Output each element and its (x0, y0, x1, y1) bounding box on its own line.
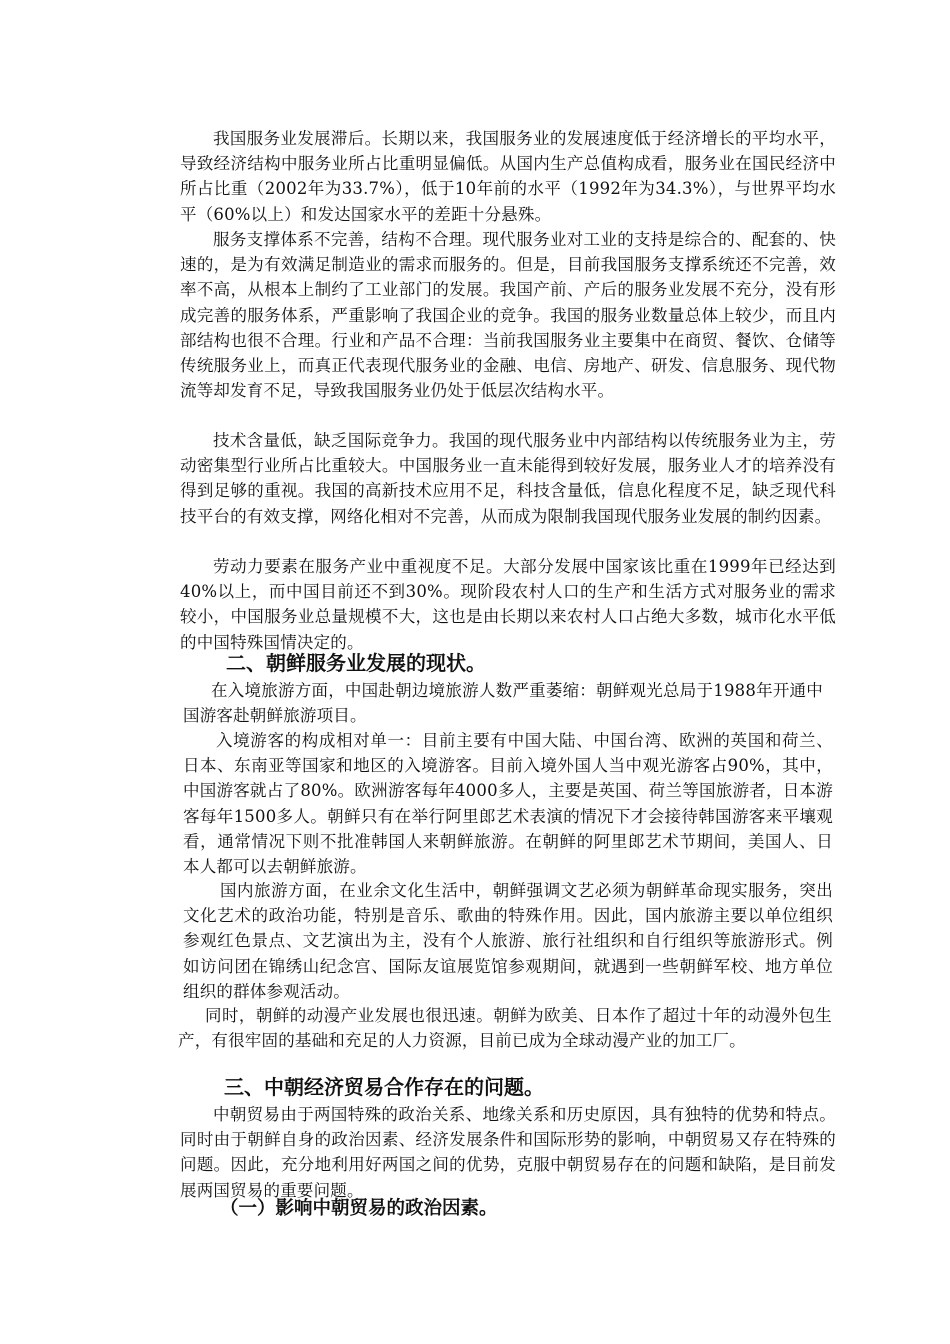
paragraph-tourist-composition: 入境游客的构成相对单一：目前主要有中国大陆、中国台湾、欧洲的英国和荷兰、日本、东南亚等国家和地区的入境游客。目前入境外国人当中观光游客占90%，其中，中国游客就占了80%。欧洲游客每年4000多人，主要是英国、荷兰等国旅游者，日本游客每年1500多人。朝鲜只有在举行阿里郎艺术表演的情况下才会接待韩国游客来平壤观看，通常情况下则不批准韩国人来朝鲜旅游。在朝鲜的阿里郎艺术节期间，美国人、日本人都可以去朝鲜旅游。 (183, 731, 833, 877)
paragraph-service-lagging: 我国服务业发展滞后。长期以来，我国服务业的发展速度低于经济增长的平均水平，导致经济结构中服务业所占比重明显偏低。从国内生产总值构成看，服务业在国民经济中所占比重（2002年为33.7%），低于10年前的水平（1992年为34.3%），与世界平均水平（60%以上）和发达国家水平的差距十分悬殊。 (180, 129, 836, 224)
subsection-heading-political-factors: （一）影响中朝贸易的政治因素。 (220, 1198, 498, 1219)
paragraph-labor-factor: 劳动力要素在服务产业中重视度不足。大部分发展中国家该比重在1999年已经达到40%以上，而中国目前还不到30%。现阶段农村人口的生产和生活方式对服务业的需求较小，中国服务业总量规模不大，这也是由长期以来农村人口占绝大多数，城市化水平低的中国特殊国情决定的。 (180, 557, 836, 652)
paragraph-domestic-tourism: 国内旅游方面，在业余文化生活中，朝鲜强调文艺必须为朝鲜革命现实服务，突出文化艺术的政治功能，特别是音乐、歌曲的特殊作用。因此，国内旅游主要以单位组织参观红色景点、文艺演出为主，没有个人旅游、旅行社组织和自行组织等旅游形式。例如访问团在锦绣山纪念宫、国际友谊展览馆参观期间，就遇到一些朝鲜军校、地方单位组织的群体参观活动。 (183, 881, 833, 1001)
paragraph-inbound-tourism: 在入境旅游方面，中国赴朝边境旅游人数严重萎缩：朝鲜观光总局于1988年开通中国游客赴朝鲜旅游项目。 (183, 681, 823, 726)
paragraph-trade-overview: 中朝贸易由于两国特殊的政治关系、地缘关系和历史原因，具有独特的优势和特点。同时由于朝鲜自身的政治因素、经济发展条件和国际形势的影响，中朝贸易又存在特殊的问题。因此，充分地利用好两国之间的优势，克服中朝贸易存在的问题和缺陷，是目前发展两国贸易的重要问题。 (180, 1105, 836, 1200)
paragraph-support-system: 服务支撑体系不完善，结构不合理。现代服务业对工业的支持是综合的、配套的、快速的，是为有效满足制造业的需求而服务的。但是，目前我国服务支撑系统还不完善，效率不高，从根本上制约了工业部门的发展。我国产前、产后的服务业发展不充分，没有形成完善的服务体系，严重影响了我国企业的竞争。我国的服务业数量总体上较少，而且内部结构也很不合理。行业和产品不合理：当前我国服务业主要集中在商贸、餐饮、仓储等传统服务业上，而真正代表现代服务业的金融、电信、房地产、研发、信息服务、现代物流等却发育不足，导致我国服务业仍处于低层次结构水平。 (180, 230, 836, 401)
paragraph-animation-industry: 同时，朝鲜的动漫产业发展也很迅速。朝鲜为欧美、日本作了超过十年的动漫外包生产，有很牢固的基础和充足的人力资源，目前已成为全球动漫产业的加工厂。 (178, 1006, 832, 1051)
paragraph-tech-content: 技术含量低，缺乏国际竞争力。我国的现代服务业中内部结构以传统服务业为主，劳动密集型行业所占比重较大。中国服务业一直未能得到较好发展，服务业人才的培养没有得到足够的重视。我国的高新技术应用不足，科技含量低，信息化程度不足，缺乏现代科技平台的有效支撑，网络化相对不完善，从而成为限制我国现代服务业发展的制约因素。 (180, 431, 836, 526)
section-heading-trade-problems: 三、中朝经济贸易合作存在的问题。 (224, 1075, 544, 1099)
section-heading-dprk-status: 二、朝鲜服务业发展的现状。 (226, 651, 486, 675)
